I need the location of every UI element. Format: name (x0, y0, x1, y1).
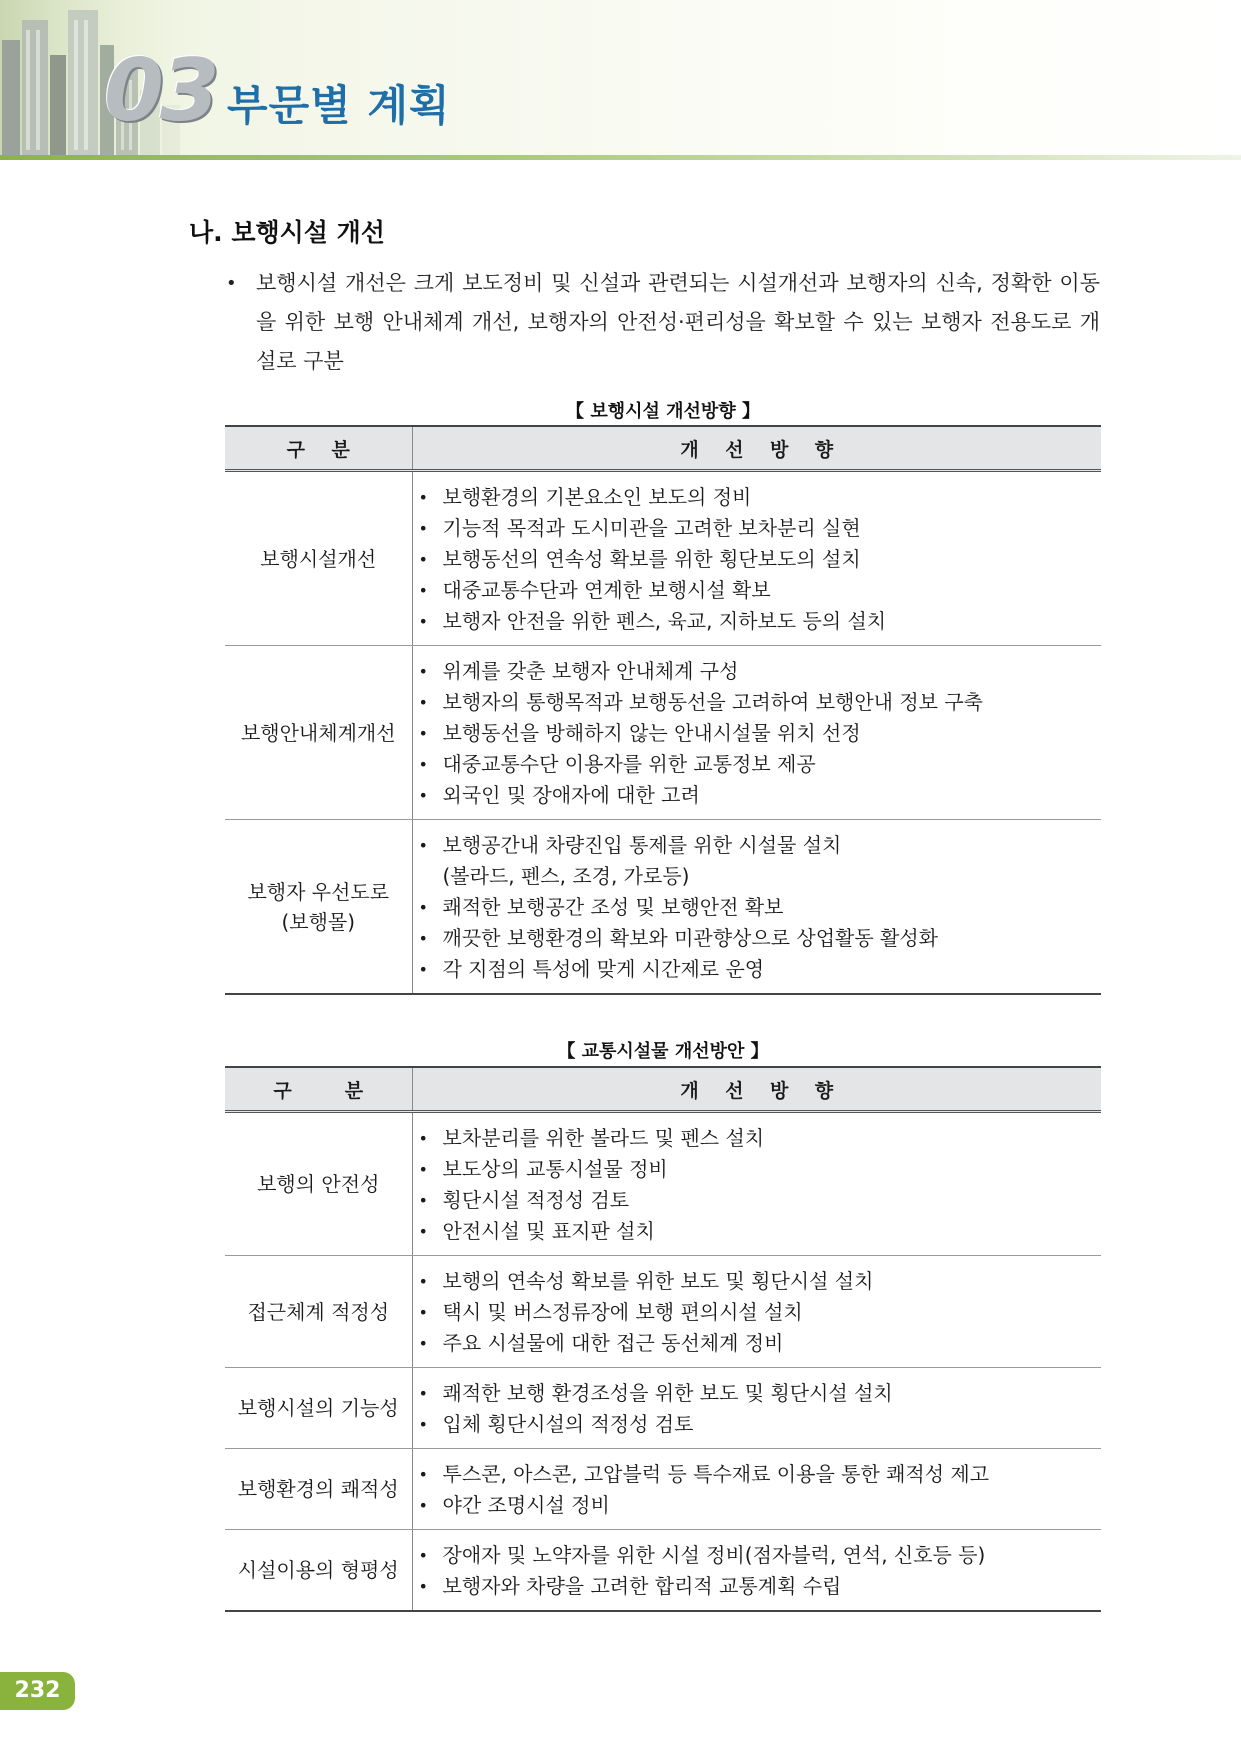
item-text: 투스콘, 아스콘, 고압블럭 등 특수재료 이용을 통한 쾌적성 제고 (442, 1462, 990, 1486)
table-row (225, 1256, 1101, 1368)
bullet-icon: • (418, 662, 428, 681)
list-item (413, 718, 1102, 749)
table1-caption: 【 보행시설 개선방향 】 (566, 401, 760, 422)
category-line-1: 보행자 우선도로 (247, 879, 390, 904)
list-item (413, 1459, 1102, 1490)
item-text: 쾌적한 보행공간 조성 및 보행안전 확보 (442, 895, 784, 919)
list-item (413, 749, 1102, 780)
list-item (413, 687, 1102, 718)
bullet-icon: • (418, 1496, 428, 1515)
list-item (413, 954, 1102, 985)
row-items (412, 1112, 1101, 1256)
list-item (413, 1328, 1102, 1359)
item-text: 입체 횡단시설의 적정성 검토 (442, 1412, 694, 1436)
table-row (225, 646, 1101, 820)
bullet-icon: • (418, 1465, 428, 1484)
list-item (413, 1378, 1102, 1409)
item-text: 보행동선을 방해하지 않는 안내시설물 위치 선정 (442, 721, 861, 745)
item-text: 보행동선의 연속성 확보를 위한 횡단보도의 설치 (442, 547, 861, 571)
list-item-continuation (413, 861, 1102, 892)
table1-header-direction: 개 선 방 향 (412, 426, 1101, 471)
bullet-icon: • (418, 929, 428, 948)
row-items (412, 1530, 1101, 1612)
table1-header-category: 구 분 (225, 426, 412, 471)
bullet-icon: • (418, 1334, 428, 1353)
chapter-banner (0, 0, 1241, 160)
bullet-icon: • (418, 960, 428, 979)
row-category: 보행의 안전성 (225, 1112, 412, 1256)
row-items (412, 471, 1101, 646)
list-item (413, 1266, 1102, 1297)
bullet-icon: • (418, 1577, 428, 1596)
table-row (225, 471, 1101, 646)
list-item (413, 606, 1102, 637)
list-item (413, 575, 1102, 606)
bullet-icon: • (418, 519, 428, 538)
row-items (412, 820, 1101, 995)
row-category (225, 820, 412, 995)
list-item (413, 513, 1102, 544)
banner-divider (0, 155, 1241, 160)
item-text: 야간 조명시설 정비 (442, 1493, 610, 1517)
list-item (413, 482, 1102, 513)
list-item (413, 1540, 1102, 1571)
item-text: 보도상의 교통시설물 정비 (442, 1157, 668, 1181)
bullet-icon: • (418, 755, 428, 774)
item-text: 보행자와 차량을 고려한 합리적 교통계획 수립 (442, 1574, 842, 1598)
bullet-icon: • (418, 693, 428, 712)
list-item (413, 923, 1102, 954)
bullet-icon: • (418, 898, 428, 917)
list-item (413, 1216, 1102, 1247)
bullet-icon: • (418, 612, 428, 631)
row-category: 보행환경의 쾌적성 (225, 1449, 412, 1530)
bullet-icon: • (418, 1160, 428, 1179)
list-item (413, 780, 1102, 811)
item-text: 대중교통수단 이용자를 위한 교통정보 제공 (442, 752, 816, 776)
intro-bullet: • (226, 273, 237, 294)
category-line-2: (보행몰) (281, 909, 356, 934)
item-text: (볼라드, 펜스, 조경, 가로등) (442, 864, 690, 888)
item-text: 보행공간내 차량진입 통제를 위한 시설물 설치 (442, 833, 842, 857)
bullet-icon: • (418, 1384, 428, 1403)
bullet-icon: • (418, 1129, 428, 1148)
list-item (413, 1409, 1102, 1440)
row-category: 보행시설개선 (225, 471, 412, 646)
row-items (412, 646, 1101, 820)
list-item (413, 1154, 1102, 1185)
bullet-icon: • (418, 724, 428, 743)
bullet-icon: • (418, 1546, 428, 1565)
item-text: 보행자 안전을 위한 펜스, 육교, 지하보도 등의 설치 (442, 609, 887, 633)
bullet-icon: • (418, 786, 428, 805)
list-item (413, 892, 1102, 923)
table-row (225, 1449, 1101, 1530)
table-row (225, 820, 1101, 995)
list-item (413, 656, 1102, 687)
row-items (412, 1449, 1101, 1530)
item-text: 쾌적한 보행 환경조성을 위한 보도 및 횡단시설 설치 (442, 1381, 893, 1405)
item-text: 주요 시설물에 대한 접근 동선체계 정비 (442, 1331, 784, 1355)
item-text: 보행의 연속성 확보를 위한 보도 및 횡단시설 설치 (442, 1269, 874, 1293)
row-category: 보행시설의 기능성 (225, 1368, 412, 1449)
bullet-icon: • (418, 581, 428, 600)
list-item (413, 1490, 1102, 1521)
item-text: 위계를 갖춘 보행자 안내체계 구성 (442, 659, 739, 683)
bullet-icon: • (418, 1222, 428, 1241)
item-text: 횡단시설 적정성 검토 (442, 1188, 630, 1212)
chapter-title: 부문별 계획 (227, 81, 451, 130)
item-text: 장애자 및 노약자를 위한 시설 정비(점자블럭, 연석, 신호등 등) (442, 1543, 986, 1567)
item-text: 각 지점의 특성에 맞게 시간제로 운영 (442, 957, 765, 981)
item-text: 기능적 목적과 도시미관을 고려한 보차분리 실현 (442, 516, 861, 540)
bullet-icon: • (418, 1191, 428, 1210)
section-heading: 나. 보행시설 개선 (189, 218, 385, 247)
table-row (225, 1112, 1101, 1256)
row-category: 접근체계 적정성 (225, 1256, 412, 1368)
table2-header-direction: 개 선 방 향 (412, 1067, 1101, 1112)
item-text: 깨끗한 보행환경의 확보와 미관향상으로 상업활동 활성화 (442, 926, 938, 950)
row-category: 보행안내체계개선 (225, 646, 412, 820)
bullet-icon: • (418, 1415, 428, 1434)
walking-facility-table (225, 425, 1101, 995)
item-text: 외국인 및 장애자에 대한 고려 (442, 783, 700, 807)
table-row (225, 1368, 1101, 1449)
bullet-icon: • (418, 1303, 428, 1322)
list-item (413, 830, 1102, 861)
intro-paragraph (226, 264, 1100, 381)
bullet-icon: • (418, 488, 428, 507)
row-items (412, 1368, 1101, 1449)
bullet-icon: • (418, 550, 428, 569)
item-text: 안전시설 및 표지판 설치 (442, 1219, 655, 1243)
bullet-icon: • (418, 1272, 428, 1291)
item-text: 보행자의 통행목적과 보행동선을 고려하여 보행안내 정보 구축 (442, 690, 983, 714)
page-number: 232 (0, 1672, 75, 1710)
item-text: 택시 및 버스정류장에 보행 편의시설 설치 (442, 1300, 803, 1324)
bullet-icon: • (418, 836, 428, 855)
table2-caption: 【 교통시설물 개선방안 】 (557, 1041, 769, 1062)
table-row (225, 1530, 1101, 1612)
traffic-facility-table (225, 1066, 1101, 1612)
table2-header-category: 구 분 (225, 1067, 412, 1112)
intro-text: 보행시설 개선은 크게 보도정비 및 신설과 관련되는 시설개선과 보행자의 신속, 정확한 이동을 위한 보행 안내체계 개선, 보행자의 안전성·편리성을 확보할 수 있는 보행자 전용도로 개설로 구분 (256, 271, 1100, 373)
list-item (413, 1297, 1102, 1328)
list-item (413, 544, 1102, 575)
list-item (413, 1185, 1102, 1216)
item-text: 보차분리를 위한 볼라드 및 펜스 설치 (442, 1126, 765, 1150)
item-text: 대중교통수단과 연계한 보행시설 확보 (442, 578, 771, 602)
list-item (413, 1123, 1102, 1154)
item-text: 보행환경의 기본요소인 보도의 정비 (442, 485, 752, 509)
row-category: 시설이용의 형평성 (225, 1530, 412, 1612)
chapter-number: 03 (104, 41, 216, 141)
row-items (412, 1256, 1101, 1368)
list-item (413, 1571, 1102, 1602)
